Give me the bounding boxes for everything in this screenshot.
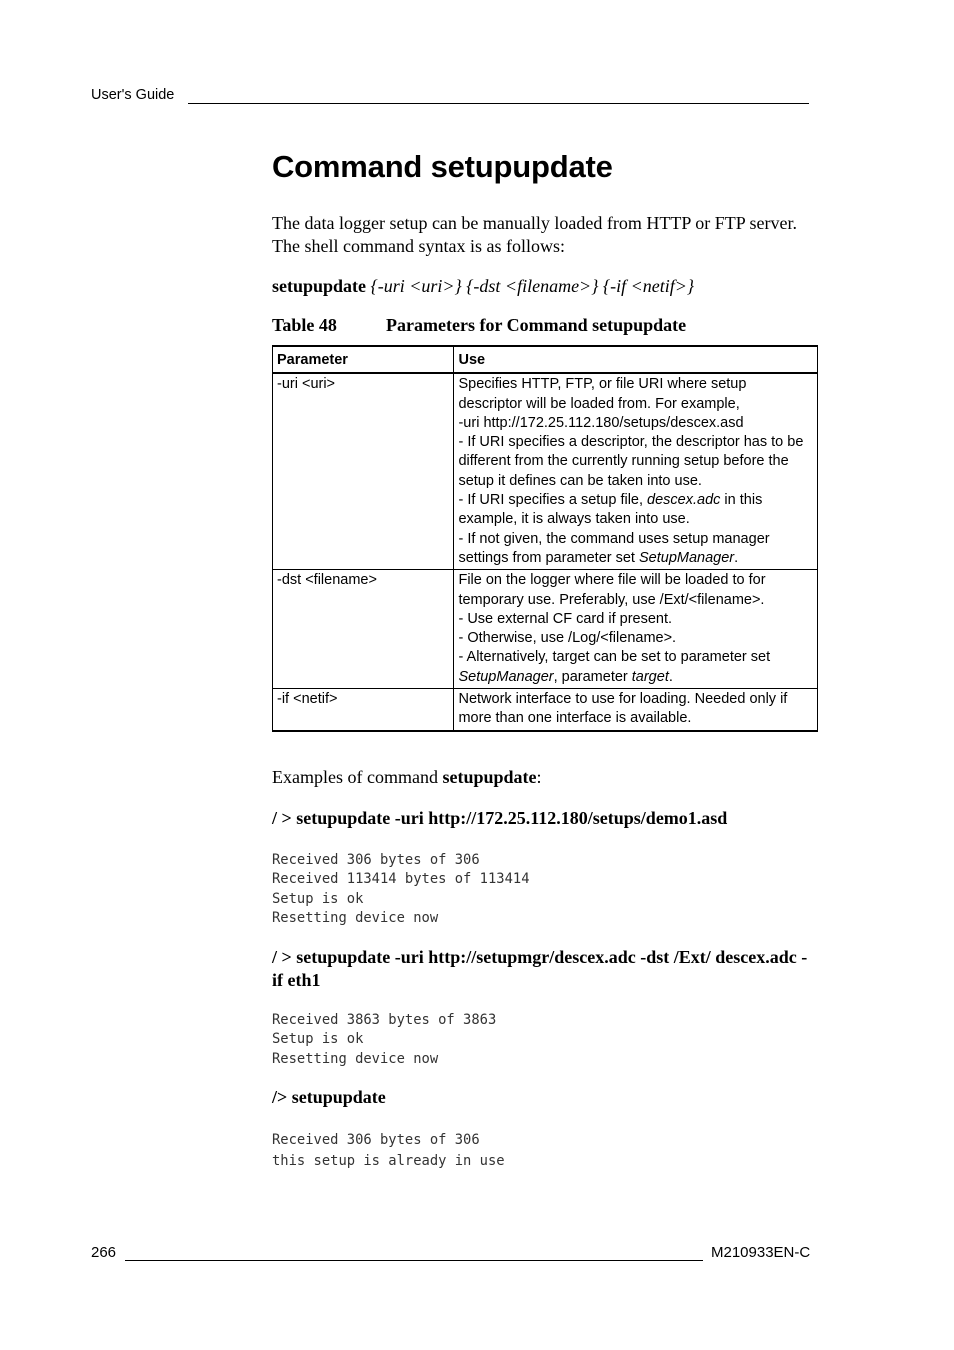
use-emphasis: descex.adc (647, 492, 721, 509)
header-rule (188, 103, 809, 104)
examples-intro-command: setupupdate (442, 767, 537, 787)
table-header-row (273, 346, 818, 373)
examples-intro-colon: : (536, 767, 542, 787)
use-cell: Network interface to use for loading. Needed only if more than one interface is available. (454, 689, 818, 731)
use-emphasis: SetupManager (638, 549, 735, 566)
use-text: . (734, 549, 739, 566)
example-1-output: Received 306 bytes of 306 Received 113414 bytes of 113414 Setup is ok Resetting device now (272, 852, 530, 926)
example-3-output: Received 306 bytes of 306 this setup is already in use (272, 1132, 505, 1169)
use-emphasis: target (631, 668, 669, 685)
example-2-output: Received 3863 bytes of 3863 Setup is ok Resetting device now (272, 1012, 497, 1067)
use-text: , parameter (553, 668, 632, 685)
table-caption-number: Table 48 (272, 315, 337, 335)
section-title: Command setupupdate (272, 149, 613, 184)
examples-intro-text: Examples of command (272, 767, 443, 787)
use-text: in this example, it is always taken into use. (458, 492, 763, 528)
use-text: -uri http://172.25.112.180/setups/descex.asd (458, 414, 744, 431)
column-header-use: Use (454, 346, 818, 373)
param-cell: -uri <uri> (273, 373, 454, 569)
example-2-command: / > setupupdate -uri http://setupmgr/descex.adc -dst /Ext/ descex.adc -if eth1 (272, 947, 808, 990)
param-cell: -dst <filename> (273, 570, 454, 689)
examples-intro (272, 767, 542, 788)
command-syntax (272, 276, 694, 297)
parameters-table (272, 345, 818, 732)
page-number: 266 (91, 1244, 117, 1261)
use-text: . (668, 668, 673, 685)
footer-rule (125, 1260, 703, 1261)
use-text: File on the logger where file will be loaded to for temporary use. Preferably, use /Ext/<filename>. (458, 572, 766, 608)
table-row (273, 689, 818, 731)
param-cell: -if <netif> (273, 689, 454, 731)
use-cell (454, 373, 818, 569)
use-text: - If URI specifies a descriptor, the descriptor has to be different from the currently running setup before the setup it defines can be taken into use. (458, 434, 804, 489)
intro-paragraph: The data logger setup can be manually loaded from HTTP or FTP server. The shell command syntax is as follows: (272, 213, 798, 256)
syntax-arguments: {-uri <uri>} {-dst <filename>} {-if <netif>} (366, 276, 695, 296)
example-3-command: /> setupupdate (272, 1087, 386, 1107)
table-row (273, 570, 818, 689)
use-emphasis: SetupManager (458, 668, 554, 685)
syntax-command: setupupdate (272, 276, 367, 296)
use-text: - Use external CF card if present. (458, 610, 673, 627)
table-row (273, 373, 818, 569)
use-text: - If not given, the command uses setup manager settings from parameter set (458, 530, 770, 566)
use-text: - Otherwise, use /Log/<filename>. (458, 630, 677, 647)
table-caption-title: Parameters for Command setupupdate (386, 315, 687, 335)
running-header: User's Guide (91, 87, 175, 103)
use-text: - Alternatively, target can be set to parameter set (458, 649, 771, 666)
use-text: Specifies HTTP, FTP, or file URI where setup descriptor will be loaded from. For example, (458, 376, 747, 412)
use-cell (454, 570, 818, 689)
use-text: - If URI specifies a setup file, (458, 492, 648, 509)
example-1-command: / > setupupdate -uri http://172.25.112.180/setups/demo1.asd (272, 808, 728, 828)
column-header-parameter: Parameter (273, 346, 454, 373)
document-code: M210933EN-C (711, 1244, 811, 1261)
